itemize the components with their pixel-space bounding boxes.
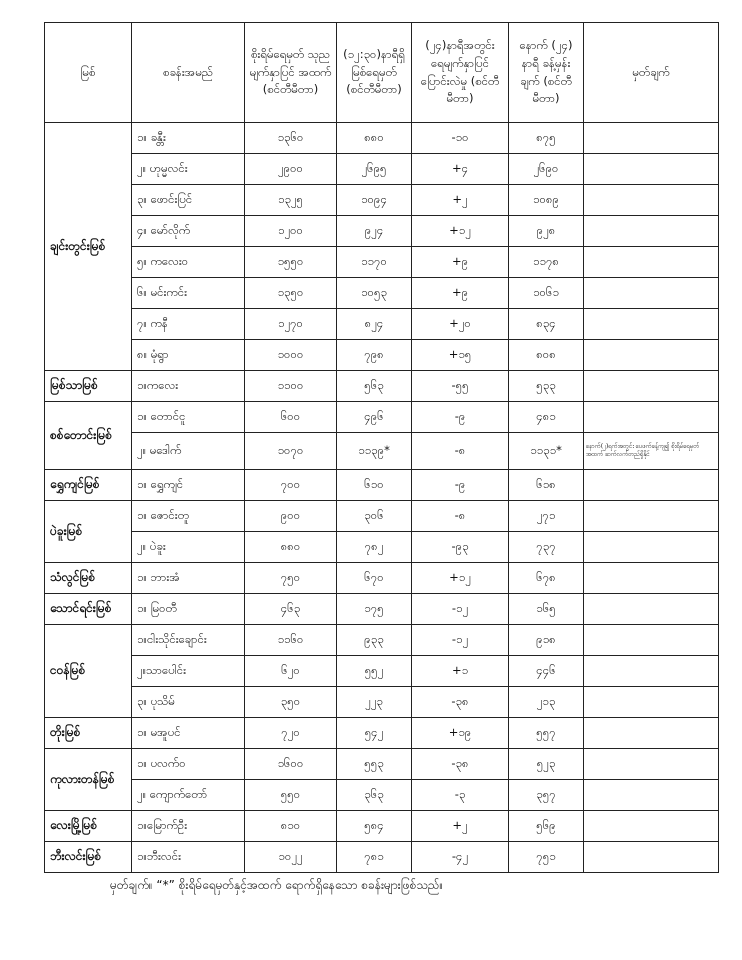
change-24h-cell: +၉ — [412, 278, 509, 309]
table-row — [45, 185, 719, 216]
table-row — [45, 532, 719, 563]
remark-cell — [584, 123, 719, 154]
station-name-cell: ၆။ မင်းကင်း — [132, 278, 245, 309]
change-24h-cell: -၁၂ — [412, 594, 509, 625]
change-24h-cell: -၁၀ — [412, 123, 509, 154]
forecast-24h-cell: ၃၅၇ — [509, 780, 584, 811]
danger-level-cell: ၈၈၀ — [245, 532, 337, 563]
danger-level-cell: ၇၅၀ — [245, 563, 337, 594]
current-level-cell: ၇၉၈ — [337, 340, 412, 371]
table-row — [45, 780, 719, 811]
forecast-24h-cell: ၁၀၆၁ — [509, 278, 584, 309]
station-name-cell: ၂။ ဟုမ္မလင်း — [132, 154, 245, 185]
header-remark: မှတ်ချက် — [584, 23, 719, 123]
footnote: မှတ်ချက်။ “*” စိုးရိမ်ရေမှတ်နှင့်အထက် ရောက်ရှိနေသော စခန်းများဖြစ်သည်။ — [110, 878, 444, 892]
forecast-24h-cell: ၁၁၇၈ — [509, 247, 584, 278]
table-row — [45, 371, 719, 402]
remark-cell — [584, 625, 719, 656]
change-24h-cell: -၅၅ — [412, 371, 509, 402]
current-level-cell: ၁၀၉၄ — [337, 185, 412, 216]
current-level-cell: ၃၀၆ — [337, 501, 412, 532]
forecast-24h-cell: ၈၃၄ — [509, 309, 584, 340]
table-row — [45, 216, 719, 247]
table-row — [45, 309, 719, 340]
remark-cell — [584, 842, 719, 873]
river-name-cell: ကုလားတန်မြစ် — [45, 749, 132, 811]
remark-cell — [584, 278, 719, 309]
current-level-cell: ၁၁၃၉* — [337, 433, 412, 470]
river-name-cell: သောင်ရင်းမြစ် — [45, 594, 132, 625]
station-name-cell: ၃။ ပုသိမ် — [132, 687, 245, 718]
danger-level-cell: ၆၂၀ — [245, 656, 337, 687]
station-name-cell: ၁။မြောက်ဦး — [132, 811, 245, 842]
forecast-24h-cell: ၉၁၈ — [509, 625, 584, 656]
change-24h-cell: +၉ — [412, 247, 509, 278]
station-name-cell: ၁။ဘီးလင်း — [132, 842, 245, 873]
table-row — [45, 433, 719, 470]
forecast-24h-cell: ၄၄၆ — [509, 656, 584, 687]
danger-level-cell: ၃၅၀ — [245, 687, 337, 718]
forecast-24h-cell: ၅၂၃ — [509, 749, 584, 780]
forecast-24h-cell: ၁၀၈၉ — [509, 185, 584, 216]
station-name-cell: ၁။ငါးသိုင်းချောင်း — [132, 625, 245, 656]
table-row — [45, 718, 719, 749]
forecast-24h-cell: ၈၇၅ — [509, 123, 584, 154]
remark-cell — [584, 687, 719, 718]
remark-cell — [584, 501, 719, 532]
table-row — [45, 123, 719, 154]
danger-level-cell: ၅၅၀ — [245, 780, 337, 811]
river-name-cell: ချင်းတွင်းမြစ် — [45, 123, 132, 371]
header-change-24h: (၂၄)နာရီအတွင်း ရေမျက်နှာပြင် ပြောင်းလဲမှု (စင်တီမီတာ) — [412, 23, 509, 123]
water-level-table — [44, 22, 719, 873]
current-level-cell: ၅၅၂ — [337, 656, 412, 687]
table-row — [45, 501, 719, 532]
danger-level-cell: ၁၀၇၀ — [245, 433, 337, 470]
table-row — [45, 656, 719, 687]
station-name-cell: ၁။ မအူပင် — [132, 718, 245, 749]
remark-cell — [584, 340, 719, 371]
current-level-cell: ၄၉၆ — [337, 402, 412, 433]
river-name-cell: ဘီးလင်းမြစ် — [45, 842, 132, 873]
river-name-cell: မြစ်သာမြစ် — [45, 371, 132, 402]
river-name-cell: တိုးမြစ် — [45, 718, 132, 749]
current-level-cell: ၁၇၅ — [337, 594, 412, 625]
remark-cell — [584, 402, 719, 433]
station-name-cell: ၅။ ကလေးဝ — [132, 247, 245, 278]
forecast-24h-cell: ၂၁၃ — [509, 687, 584, 718]
remark-cell — [584, 594, 719, 625]
table-row — [45, 811, 719, 842]
forecast-24h-cell: ၇၅၁ — [509, 842, 584, 873]
change-24h-cell: +၁၉ — [412, 718, 509, 749]
forecast-24h-cell: ၅၆၉ — [509, 811, 584, 842]
current-level-cell: ၆၁၀ — [337, 470, 412, 501]
change-24h-cell: +၁၂ — [412, 563, 509, 594]
change-24h-cell: -၁၂ — [412, 625, 509, 656]
table-row — [45, 594, 719, 625]
station-name-cell: ၁။ ရွှေကျင် — [132, 470, 245, 501]
remark-cell — [584, 532, 719, 563]
station-name-cell: ၂။ မဒေါက် — [132, 433, 245, 470]
table-row — [45, 842, 719, 873]
header-station: စခန်းအမည် — [132, 23, 245, 123]
forecast-24h-cell: ၁၁၃၁* — [509, 433, 584, 470]
change-24h-cell: -၉ — [412, 402, 509, 433]
remark-cell — [584, 154, 719, 185]
remark-cell: နောက်(၂)ရက်အတွင်း ပေဖက်ခန့်ကျ၍ စိုးရိမ်ရေမှတ်အထက် ဆက်လက်တည်ရှိနိုင် — [584, 433, 719, 470]
river-name-cell: သံလွင်မြစ် — [45, 563, 132, 594]
table-row — [45, 247, 719, 278]
danger-level-cell: ၁၃၆၀ — [245, 123, 337, 154]
table-row — [45, 687, 719, 718]
header-danger-level: စိုးရိမ်ရေမှတ် သုညမျက်နှာပြင် အထက် (စင်တီမီတာ) — [245, 23, 337, 123]
station-name-cell: ၄။ မော်လိုက် — [132, 216, 245, 247]
change-24h-cell: +၄ — [412, 154, 509, 185]
remark-cell — [584, 216, 719, 247]
danger-level-cell: ၁၀၀၀ — [245, 340, 337, 371]
change-24h-cell: +၁၅ — [412, 340, 509, 371]
danger-level-cell: ၄၆၃ — [245, 594, 337, 625]
change-24h-cell: +၂ — [412, 811, 509, 842]
current-level-cell: ၁၁၇၀ — [337, 247, 412, 278]
change-24h-cell: -၃၈ — [412, 687, 509, 718]
station-name-cell: ၁။ကလေး — [132, 371, 245, 402]
change-24h-cell: -၉၃ — [412, 532, 509, 563]
danger-level-cell: ၁၃၂၅ — [245, 185, 337, 216]
forecast-24h-cell: ၅၅၇ — [509, 718, 584, 749]
change-24h-cell: -၈ — [412, 501, 509, 532]
change-24h-cell: +၁၂ — [412, 216, 509, 247]
danger-level-cell: ၁၂၇၀ — [245, 309, 337, 340]
forecast-24h-cell: ၅၃၃ — [509, 371, 584, 402]
forecast-24h-cell: ၂၇၁ — [509, 501, 584, 532]
danger-level-cell: ၁၃၅၀ — [245, 278, 337, 309]
danger-level-cell: ၇၀၀ — [245, 470, 337, 501]
current-level-cell: ၈၈၀ — [337, 123, 412, 154]
station-name-cell: ၁။ ဇောင်းတူ — [132, 501, 245, 532]
table-row — [45, 278, 719, 309]
current-level-cell: ၂၂၃ — [337, 687, 412, 718]
change-24h-cell: -၃၈ — [412, 749, 509, 780]
current-level-cell: ၉၃၃ — [337, 625, 412, 656]
station-name-cell: ၂။ ပဲခူး — [132, 532, 245, 563]
current-level-cell: ၅၆၃ — [337, 371, 412, 402]
forecast-24h-cell: ၄၈၁ — [509, 402, 584, 433]
forecast-24h-cell: ၈၀၈ — [509, 340, 584, 371]
station-name-cell: ၁။ ခန္တီး — [132, 123, 245, 154]
forecast-24h-cell: ၆၇၈ — [509, 563, 584, 594]
current-level-cell: ၅၄၂ — [337, 718, 412, 749]
river-name-cell: ပဲခူးမြစ် — [45, 501, 132, 563]
station-name-cell: ၈။ မုံရွာ — [132, 340, 245, 371]
change-24h-cell: -၄၂ — [412, 842, 509, 873]
header-row — [45, 23, 719, 123]
forecast-24h-cell: ၆၁၈ — [509, 470, 584, 501]
current-level-cell: ၅၈၄ — [337, 811, 412, 842]
table-body — [45, 123, 719, 873]
remark-cell — [584, 309, 719, 340]
station-name-cell: ၃။ ဖောင်းပြင် — [132, 185, 245, 216]
remark-cell — [584, 185, 719, 216]
river-name-cell: ငဝန်မြစ် — [45, 625, 132, 718]
current-level-cell: ၁၀၅၃ — [337, 278, 412, 309]
forecast-24h-cell: ၁၆၅ — [509, 594, 584, 625]
station-name-cell: ၁။ တောင်ငူ — [132, 402, 245, 433]
table-row — [45, 470, 719, 501]
current-level-cell: ၉၂၄ — [337, 216, 412, 247]
river-name-cell: စစ်တောင်းမြစ် — [45, 402, 132, 470]
change-24h-cell: +၂ — [412, 185, 509, 216]
current-level-cell: ၃၆၃ — [337, 780, 412, 811]
header-river: မြစ် — [45, 23, 132, 123]
danger-level-cell: ၂၉၀၀ — [245, 154, 337, 185]
table-row — [45, 563, 719, 594]
danger-level-cell: ၆၀၀ — [245, 402, 337, 433]
current-level-cell: ၇၈၁ — [337, 842, 412, 873]
current-level-cell: ၇၈၂ — [337, 532, 412, 563]
station-name-cell: ၂။သာပေါင်း — [132, 656, 245, 687]
station-name-cell: ၇။ ကနီ — [132, 309, 245, 340]
current-level-cell: ၆၇၀ — [337, 563, 412, 594]
danger-level-cell: ၉၀၀ — [245, 501, 337, 532]
forecast-24h-cell: ၇၃၇ — [509, 532, 584, 563]
change-24h-cell: -၈ — [412, 433, 509, 470]
river-name-cell: လေးမြို့မြစ် — [45, 811, 132, 842]
danger-level-cell: ၁၁၆၀ — [245, 625, 337, 656]
table-row — [45, 154, 719, 185]
table-row — [45, 340, 719, 371]
remark-cell — [584, 371, 719, 402]
station-name-cell: ၂။ ကျောက်တော် — [132, 780, 245, 811]
remark-cell — [584, 247, 719, 278]
water-level-table-sheet — [44, 22, 718, 873]
remark-cell — [584, 811, 719, 842]
table-row — [45, 402, 719, 433]
change-24h-cell: +၂၀ — [412, 309, 509, 340]
river-name-cell: ရွှေကျင်မြစ် — [45, 470, 132, 501]
current-level-cell: ၂၆၉၅ — [337, 154, 412, 185]
danger-level-cell: ၁၂၀၀ — [245, 216, 337, 247]
table-row — [45, 749, 719, 780]
remark-cell — [584, 718, 719, 749]
current-level-cell: ၈၂၄ — [337, 309, 412, 340]
remark-cell — [584, 780, 719, 811]
danger-level-cell: ၁၆၀၀ — [245, 749, 337, 780]
remark-cell — [584, 656, 719, 687]
danger-level-cell: ၈၁၀ — [245, 811, 337, 842]
station-name-cell: ၁။ ပလက်ဝ — [132, 749, 245, 780]
forecast-24h-cell: ၂၆၉၀ — [509, 154, 584, 185]
change-24h-cell: +၁ — [412, 656, 509, 687]
header-current-level: (၁၂:၃၀)နာရီရှိ မြစ်ရေမှတ် (စင်တီမီတာ) — [337, 23, 412, 123]
table-row — [45, 625, 719, 656]
danger-level-cell: ၁၀၂၂ — [245, 842, 337, 873]
change-24h-cell: -၃ — [412, 780, 509, 811]
station-name-cell: ၁။ မြဝတီ — [132, 594, 245, 625]
header-forecast-24h: နောက် (၂၄) နာရီ ခန့်မှန်းချက် (စင်တီမီတာ) — [509, 23, 584, 123]
station-name-cell: ၁။ ဘားအံ — [132, 563, 245, 594]
danger-level-cell: ၁၁၀၀ — [245, 371, 337, 402]
remark-cell — [584, 749, 719, 780]
change-24h-cell: -၉ — [412, 470, 509, 501]
danger-level-cell: ၇၂၀ — [245, 718, 337, 749]
remark-cell — [584, 470, 719, 501]
danger-level-cell: ၁၅၅၀ — [245, 247, 337, 278]
forecast-24h-cell: ၉၂၈ — [509, 216, 584, 247]
remark-cell — [584, 563, 719, 594]
current-level-cell: ၅၅၃ — [337, 749, 412, 780]
